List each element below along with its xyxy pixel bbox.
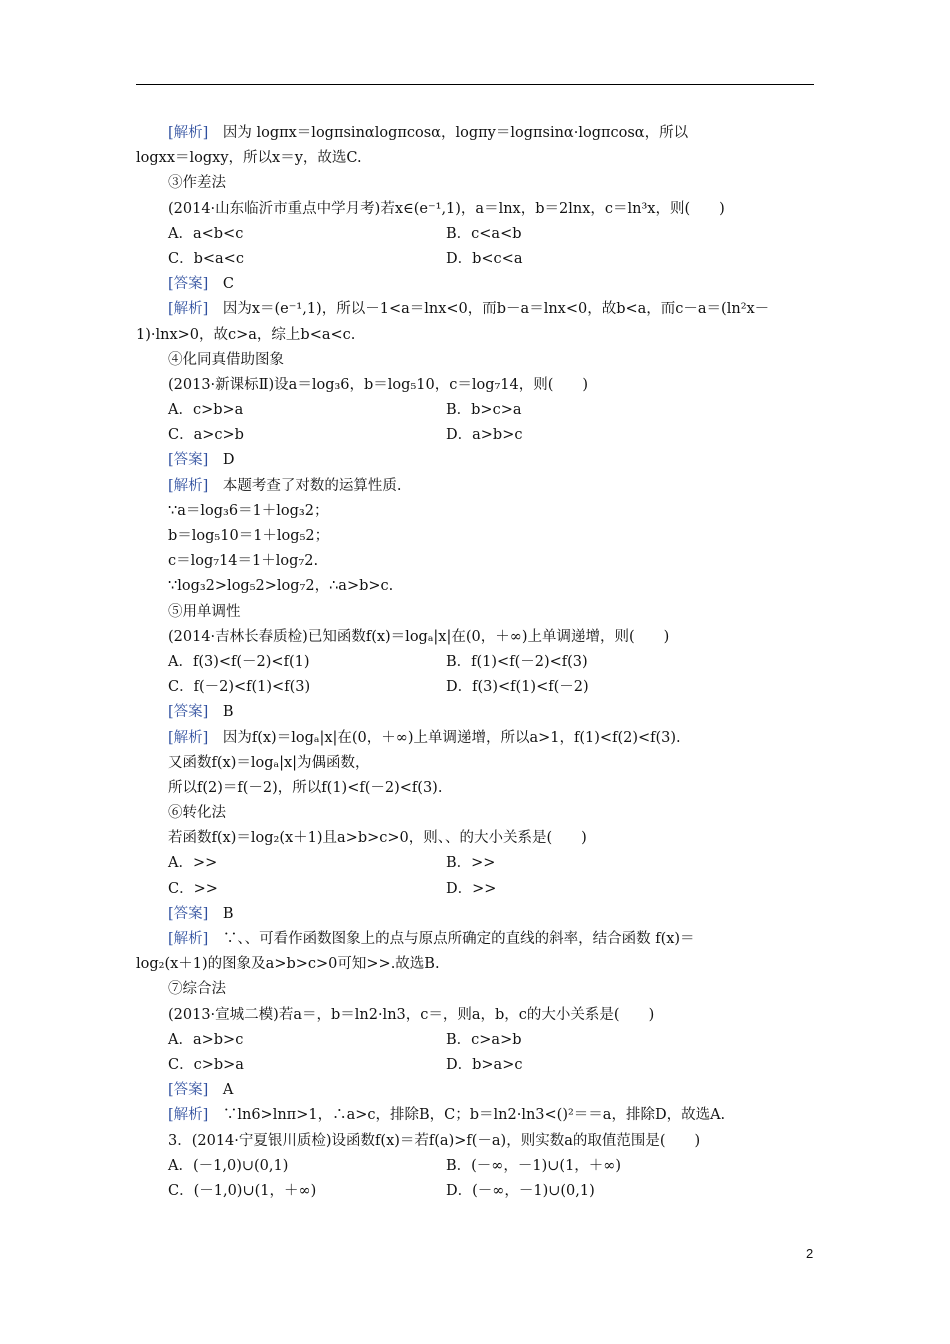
- option-left: C．>>: [168, 880, 218, 897]
- label-tag: [ 答案 ]: [168, 1082, 208, 1098]
- line-text: 1)·lnx>0，故c>a，综上b<a<c.: [136, 326, 356, 343]
- option-row: [136, 247, 814, 272]
- label-tag: [ 解析 ]: [168, 301, 208, 317]
- option-left: C．c>b>a: [168, 1056, 244, 1073]
- text-line: [136, 448, 814, 473]
- line-text: log₂(x＋1)的图象及a>b>c>0可知>>.故选B.: [136, 956, 440, 973]
- option-row: [136, 1179, 814, 1204]
- option-left: A．a<b<c: [168, 225, 244, 242]
- line-text: D: [208, 452, 235, 469]
- label-tag: [ 解析 ]: [168, 125, 208, 141]
- line-text: logxx＝logxy，所以x＝y，故选C.: [136, 150, 362, 167]
- line-text: 若函数f(x)＝log₂(x＋1)且a>b>c>0，则、、的大小关系是( ): [168, 830, 587, 847]
- label-tag: [ 答案 ]: [168, 906, 208, 922]
- option-right: D．f(3)<f(1)<f(－2): [446, 679, 589, 696]
- text-line: [136, 625, 814, 650]
- label-tag: [ 答案 ]: [168, 452, 208, 468]
- option-row: [136, 650, 814, 675]
- text-line: [136, 272, 814, 297]
- option-row: [136, 222, 814, 247]
- text-line: [136, 927, 814, 952]
- label-tag: [ 答案 ]: [168, 276, 208, 292]
- label-tag: [ 解析 ]: [168, 730, 208, 746]
- text-line: [136, 348, 814, 373]
- line-text: ∵a＝log₃6＝1＋log₃2；: [168, 502, 329, 519]
- option-right: D．(－∞，－1)∪(0,1): [446, 1182, 595, 1199]
- text-line: [136, 1078, 814, 1103]
- label-tag: [ 解析 ]: [168, 478, 208, 494]
- line-text: 本题考查了对数的运算性质.: [208, 477, 402, 494]
- label-tag: [ 答案 ]: [168, 704, 208, 720]
- option-left: A．c>b>a: [168, 402, 244, 419]
- line-text: ⑥转化法: [168, 805, 226, 822]
- text-line: [136, 499, 814, 524]
- text-line: [136, 726, 814, 751]
- option-right: B．f(1)<f(－2)<f(3): [446, 653, 588, 670]
- text-line: [136, 801, 814, 826]
- text-line: [136, 549, 814, 574]
- option-left: A．a>b>c: [168, 1031, 244, 1048]
- option-row: [136, 1154, 814, 1179]
- line-text: (2014·山东临沂市重点中学月考)若x∈(e⁻¹,1)，a＝lnx，b＝2lnx，c＝ln³x，则( ): [168, 200, 725, 217]
- line-text: ⑤用单调性: [168, 603, 241, 620]
- text-line: [136, 700, 814, 725]
- text-line: [136, 952, 814, 977]
- line-text: ∵、、可看作函数图象上的点与原点所确定的直线的斜率，结合函数 f(x)＝: [208, 931, 695, 947]
- header-rule: [136, 84, 814, 85]
- text-line: [136, 146, 814, 171]
- option-left: C．b<a<c: [168, 250, 244, 267]
- text-line: [136, 1103, 814, 1128]
- text-line: [136, 574, 814, 599]
- text-line: [136, 902, 814, 927]
- option-right: D．b>a>c: [446, 1056, 523, 1073]
- option-right: B．>>: [446, 855, 496, 872]
- text-line: [136, 1003, 814, 1028]
- option-right: D．>>: [446, 880, 497, 897]
- option-right: B．c<a<b: [446, 225, 522, 242]
- text-line: [136, 297, 814, 322]
- document-body: [136, 121, 814, 1204]
- line-text: ⑦综合法: [168, 981, 226, 998]
- line-text: (2014·吉林长春质检)已知函数f(x)＝logₐ|x|在(0，＋∞)上单调递增，则( ): [168, 628, 670, 645]
- text-line: [136, 977, 814, 1002]
- text-line: [136, 121, 814, 146]
- option-left: A．(－1,0)∪(0,1): [168, 1157, 289, 1174]
- option-right: B．(－∞，－1)∪(1，＋∞): [446, 1157, 622, 1174]
- line-text: ∵ln6>lnπ>1，∴a>c，排除B，C；b＝ln2·ln3<()²＝＝a，排除D，故选A.: [208, 1107, 726, 1124]
- option-left: C．(－1,0)∪(1，＋∞): [168, 1182, 317, 1199]
- option-left: C．f(－2)<f(1)<f(3): [168, 679, 311, 696]
- line-text: 3．(2014·宁夏银川质检)设函数f(x)＝若f(a)>f(－a)，则实数a的取值范围是( ): [168, 1132, 701, 1149]
- text-line: [136, 524, 814, 549]
- option-row: [136, 1053, 814, 1078]
- text-line: [136, 600, 814, 625]
- option-right: D．b<c<a: [446, 250, 523, 267]
- option-left: A．f(3)<f(－2)<f(1): [168, 653, 310, 670]
- line-text: c＝log₇14＝1＋log₇2.: [168, 553, 319, 570]
- text-line: [136, 171, 814, 196]
- option-left: C．a>c>b: [168, 427, 244, 444]
- option-left: A．>>: [168, 855, 218, 872]
- line-text: ∵log₃2>log₅2>log₇2，∴a>b>c.: [168, 578, 394, 595]
- text-line: [136, 776, 814, 801]
- option-row: [136, 1028, 814, 1053]
- text-line: [136, 197, 814, 222]
- option-right: B．b>c>a: [446, 402, 522, 419]
- line-text: 因为x＝(e⁻¹,1)，所以－1<a＝lnx<0，而b－a＝lnx<0，故b<a，而c－a＝(ln²x－: [208, 301, 770, 318]
- option-right: D．a>b>c: [446, 427, 523, 444]
- line-text: C: [208, 276, 234, 293]
- line-text: (2013·宣城二模)若a＝，b＝ln2·ln3，c＝，则a，b，c的大小关系是( ): [168, 1006, 655, 1023]
- line-text: 又函数f(x)＝logₐ|x|为偶函数，: [168, 754, 370, 771]
- line-text: 因为 logπx＝logπsinαlogπcosα，logπy＝logπsinα·logπcosα，所以: [208, 125, 689, 141]
- option-row: [136, 675, 814, 700]
- line-text: (2013·新课标Ⅱ)设a＝log₃6，b＝log₅10，c＝log₇14，则( ): [168, 376, 589, 393]
- text-line: [136, 323, 814, 348]
- line-text: ③作差法: [168, 175, 226, 192]
- option-row: [136, 423, 814, 448]
- text-line: [136, 826, 814, 851]
- line-text: 因为f(x)＝logₐ|x|在(0，＋∞)上单调递增，所以a>1，f(1)<f(2)<f(3).: [208, 729, 681, 746]
- option-row: [136, 398, 814, 423]
- line-text: ④化同真借助图象: [168, 351, 284, 368]
- line-text: 所以f(2)＝f(－2)，所以f(1)<f(－2)<f(3).: [168, 779, 443, 796]
- label-tag: [ 解析 ]: [168, 931, 208, 947]
- page-number: 2: [806, 1246, 814, 1261]
- label-tag: [ 解析 ]: [168, 1107, 208, 1123]
- line-text: B: [208, 704, 234, 721]
- option-row: [136, 851, 814, 876]
- option-right: B．c>a>b: [446, 1031, 522, 1048]
- line-text: B: [208, 905, 234, 922]
- text-line: [136, 373, 814, 398]
- text-line: [136, 751, 814, 776]
- text-line: [136, 474, 814, 499]
- line-text: b＝log₅10＝1＋log₅2；: [168, 528, 330, 544]
- option-row: [136, 877, 814, 902]
- text-line: [136, 1129, 814, 1154]
- line-text: A: [208, 1082, 234, 1099]
